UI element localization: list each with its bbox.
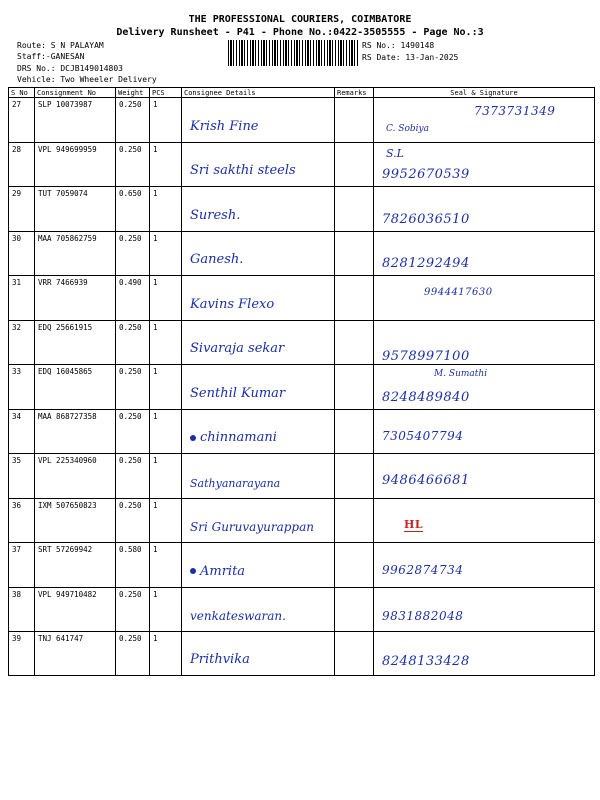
serial-no: 30: [9, 231, 35, 276]
consignment-no: TUT 7059074: [35, 187, 116, 232]
consignment-no: SLP 10073987: [35, 98, 116, 143]
pcs: 1: [150, 454, 182, 499]
serial-no: 35: [9, 454, 35, 499]
pcs: 1: [150, 365, 182, 410]
column-header: Consignment No: [35, 88, 116, 98]
weight: 0.250: [116, 365, 150, 410]
column-header: S No: [9, 88, 35, 98]
consignee-name: Sivaraja sekar: [190, 341, 285, 356]
consignee-cell: [182, 498, 335, 543]
remarks-cell: [335, 543, 374, 588]
consignee-cell: [182, 454, 335, 499]
weight: 0.250: [116, 231, 150, 276]
signatory-name: M. Sumathi: [434, 369, 488, 379]
consignee-name: Senthil Kumar: [190, 385, 286, 401]
serial-no: 29: [9, 187, 35, 232]
consignment-no: VPL 225340960: [35, 454, 116, 499]
consignment-no: MAA 868727358: [35, 409, 116, 454]
remarks-cell: [335, 142, 374, 187]
pcs: 1: [150, 632, 182, 676]
serial-no: 36: [9, 498, 35, 543]
remarks-cell: [335, 587, 374, 632]
consignment-no: VPL 949699959: [35, 142, 116, 187]
consignee-cell: [182, 276, 335, 321]
signature-cell: [374, 587, 595, 632]
remarks-cell: [335, 98, 374, 143]
signatory-phone: 8281292494: [382, 256, 470, 271]
signature-cell: [374, 365, 595, 410]
consignee-name: Sri Guruvayurappan: [190, 520, 314, 534]
weight: 0.650: [116, 187, 150, 232]
table-row: [9, 187, 595, 232]
table-row: [9, 587, 595, 632]
staff-label: Staff:-GANESAN: [17, 52, 85, 61]
serial-no: 31: [9, 276, 35, 321]
table-row: [9, 543, 595, 588]
signatory-phone: 9962874734: [382, 562, 464, 577]
remarks-cell: [335, 187, 374, 232]
bullet-icon: [190, 435, 196, 441]
vehicle-label: Vehicle: Two Wheeler Delivery: [17, 75, 157, 84]
consignee-cell: [182, 187, 335, 232]
pcs: 1: [150, 409, 182, 454]
consignee-cell: [182, 320, 335, 365]
signatory-name: C. Sobiya: [386, 124, 429, 134]
signatory-phone: 7373731349: [474, 103, 556, 118]
weight: 0.250: [116, 98, 150, 143]
company-title: THE PROFESSIONAL COURIERS, COIMBATORE: [188, 14, 412, 25]
rs-number: RS No.: 1490148: [362, 41, 435, 50]
consignee-cell: [182, 543, 335, 588]
remarks-cell: [335, 231, 374, 276]
signature-cell: [374, 498, 595, 543]
serial-no: 34: [9, 409, 35, 454]
table-row: [9, 632, 595, 676]
table-row: [9, 498, 595, 543]
serial-no: 38: [9, 587, 35, 632]
consignment-no: MAA 705862759: [35, 231, 116, 276]
consignment-no: SRT 57269942: [35, 543, 116, 588]
signature-cell: [374, 320, 595, 365]
runsheet-title: Delivery Runsheet - P41 - Phone No.:0422-3505555 - Page No.:3: [116, 27, 484, 38]
rs-date: RS Date: 13-Jan-2025: [362, 53, 459, 62]
consignee-cell: [182, 142, 335, 187]
signatory-phone: 7826036510: [382, 211, 470, 227]
remarks-cell: [335, 409, 374, 454]
route-label: Route: S N PALAYAM: [17, 41, 104, 50]
table-row: [9, 98, 595, 143]
remarks-cell: [335, 498, 374, 543]
remarks-cell: [335, 454, 374, 499]
table-row: [9, 320, 595, 365]
signature-cell: [374, 142, 595, 187]
consignee-cell: [182, 98, 335, 143]
serial-no: 27: [9, 98, 35, 143]
consignee-name: Prithvika: [190, 652, 250, 667]
consignee-name: venkateswaran.: [190, 609, 286, 623]
consignee-name: Sathyanarayana: [190, 476, 281, 490]
weight: 0.250: [116, 320, 150, 365]
consignee-name-text: chinnamani: [200, 430, 277, 445]
signature-cell: [374, 276, 595, 321]
consignment-no: EDQ 16045865: [35, 365, 116, 410]
weight: 0.250: [116, 409, 150, 454]
signatory-phone: 8248133428: [382, 654, 470, 669]
pcs: 1: [150, 498, 182, 543]
consignee-name: [190, 564, 245, 579]
serial-no: 28: [9, 142, 35, 187]
pcs: 1: [150, 98, 182, 143]
serial-no: 33: [9, 365, 35, 410]
consignee-cell: [182, 365, 335, 410]
pcs: 1: [150, 187, 182, 232]
table-header-row: [9, 88, 595, 98]
pcs: 1: [150, 142, 182, 187]
signature-cell: [374, 632, 595, 676]
table-row: [9, 454, 595, 499]
runsheet-table: [8, 87, 595, 676]
consignee-cell: [182, 231, 335, 276]
bullet-icon: [190, 568, 196, 574]
consignee-name-text: Amrita: [200, 563, 246, 579]
pcs: 1: [150, 543, 182, 588]
consignee-name: [190, 430, 277, 445]
column-header: Weight: [116, 88, 150, 98]
consignee-name: Kavins Flexo: [190, 296, 275, 312]
consignment-no: IXM 507650823: [35, 498, 116, 543]
barcode: [228, 40, 360, 66]
serial-no: 39: [9, 632, 35, 676]
table-row: [9, 365, 595, 410]
weight: 0.250: [116, 632, 150, 676]
signature-cell: [374, 454, 595, 499]
column-header: PCS: [150, 88, 182, 98]
signatory-phone: 9831882048: [382, 609, 464, 623]
pcs: 1: [150, 231, 182, 276]
weight: 0.490: [116, 276, 150, 321]
serial-no: 37: [9, 543, 35, 588]
column-header: Consignee Details: [182, 88, 335, 98]
consignee-name: Sri sakthi steels: [190, 163, 296, 178]
consignee-cell: [182, 587, 335, 632]
table-row: [9, 276, 595, 321]
column-header: Seal & Signature: [374, 88, 595, 98]
signatory-phone: 9944417630: [424, 286, 493, 298]
signatory-name: S.L: [386, 146, 404, 160]
consignee-name: Suresh.: [190, 207, 241, 223]
consignment-no: TNJ 641747: [35, 632, 116, 676]
consignment-no: VRR 7466939: [35, 276, 116, 321]
drs-number: DRS No.: DCJB149014803: [17, 64, 123, 73]
signatory-initials: HL: [404, 518, 424, 531]
signature-cell: [374, 409, 595, 454]
remarks-cell: [335, 365, 374, 410]
weight: 0.580: [116, 543, 150, 588]
pcs: 1: [150, 276, 182, 321]
remarks-cell: [335, 276, 374, 321]
consignment-no: EDQ 25661915: [35, 320, 116, 365]
serial-no: 32: [9, 320, 35, 365]
table-row: [9, 409, 595, 454]
consignee-cell: [182, 632, 335, 676]
signature-cell: [374, 187, 595, 232]
remarks-cell: [335, 632, 374, 676]
column-header: Remarks: [335, 88, 374, 98]
pcs: 1: [150, 320, 182, 365]
pcs: 1: [150, 587, 182, 632]
signatory-phone: 7305407794: [382, 429, 464, 443]
remarks-cell: [335, 320, 374, 365]
signature-cell: [374, 543, 595, 588]
table-row: [9, 231, 595, 276]
consignee-cell: [182, 409, 335, 454]
table-row: [9, 142, 595, 187]
consignment-no: VPL 949710482: [35, 587, 116, 632]
weight: 0.250: [116, 587, 150, 632]
signature-cell: [374, 231, 595, 276]
signatory-phone: 9578997100: [382, 349, 470, 364]
consignee-name: Ganesh.: [190, 252, 244, 267]
signatory-phone: 9486466681: [382, 472, 470, 488]
signatory-phone: 8248489840: [382, 389, 470, 405]
consignee-name: Krish Fine: [190, 118, 259, 134]
signatory-phone: 9952670539: [382, 167, 470, 182]
weight: 0.250: [116, 498, 150, 543]
weight: 0.250: [116, 454, 150, 499]
signature-cell: [374, 98, 595, 143]
weight: 0.250: [116, 142, 150, 187]
